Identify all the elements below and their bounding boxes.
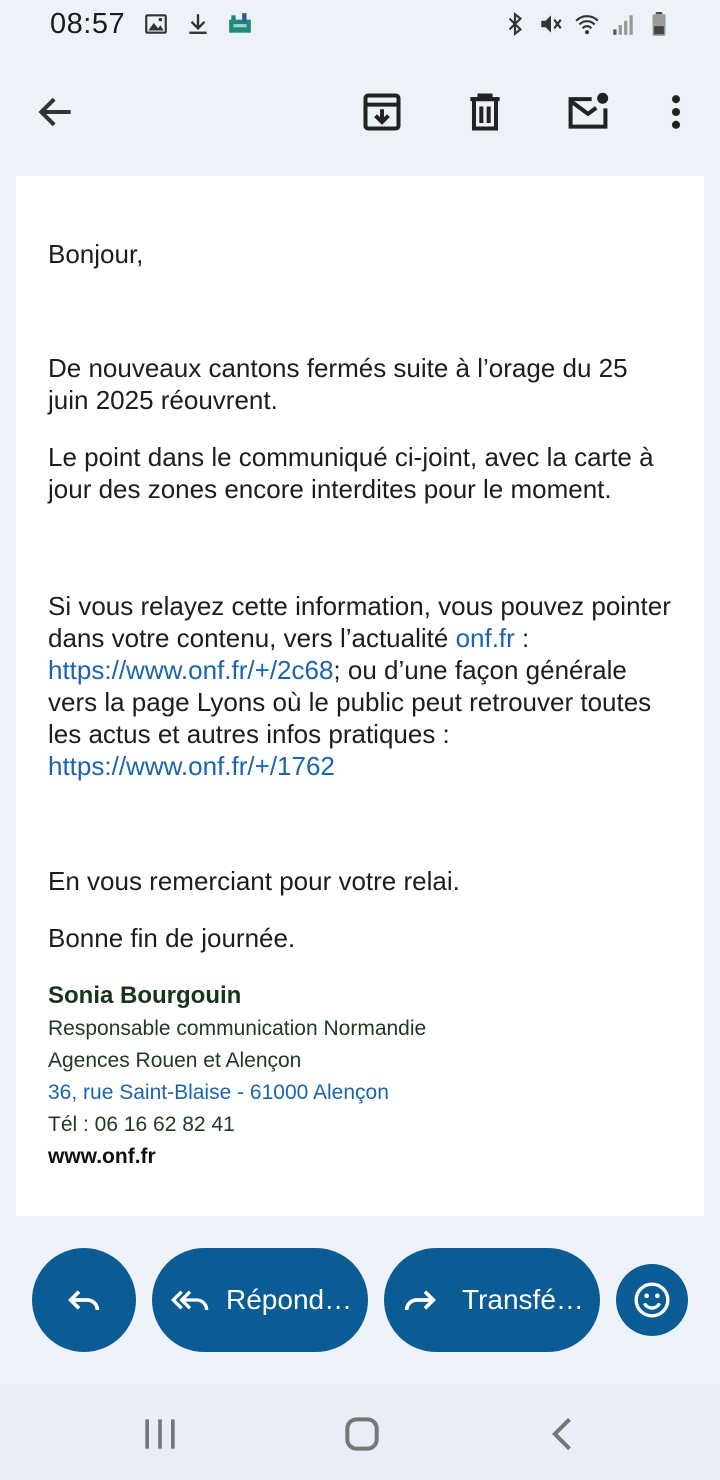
mark-unread-icon [566, 90, 610, 134]
mark-unread-button[interactable] [564, 88, 612, 136]
lyons-page-link-1762[interactable]: https://www.onf.fr/+/1762 [48, 751, 335, 781]
home-icon[interactable] [340, 1412, 384, 1456]
app-notification-icon [227, 11, 253, 37]
onf-link[interactable]: onf.fr [455, 623, 515, 653]
back-arrow-icon [34, 90, 78, 134]
email-paragraph-4: En vous remerciant pour votre relai. [48, 866, 460, 896]
bluetooth-icon [502, 11, 528, 37]
recent-apps-icon[interactable] [138, 1412, 182, 1456]
signature-address-link[interactable]: 36, rue Saint-Blaise - 61000 Alençon [48, 1081, 389, 1104]
paragraph-3-text-b: : [514, 623, 530, 653]
paragraph-3-text-a: Si vous relayez cette information, vous pouvez pointer dans votre contenu, vers l’actualité [48, 591, 671, 653]
email-paragraph-5: Bonne fin de journée. [48, 923, 296, 953]
signature-title: Responsable communication Normandie [48, 1017, 427, 1040]
reply-all-icon [170, 1280, 210, 1320]
emoji-icon [632, 1280, 672, 1320]
signature-name: Sonia Bourgouin [48, 982, 242, 1009]
reply-all-label: Répond… [226, 1284, 353, 1315]
forward-icon [400, 1280, 440, 1320]
back-button[interactable] [32, 88, 80, 136]
reply-icon [64, 1280, 104, 1320]
download-icon [185, 11, 211, 37]
archive-icon [360, 90, 404, 134]
more-vert-icon [654, 90, 698, 134]
paragraph-3-text-c: ; ou d’une façon générale vers la page Lyons où le public peut retrouver toutes les actus et autres infos pratiques : [48, 655, 652, 749]
archive-button[interactable] [358, 88, 406, 136]
battery-icon [646, 11, 672, 37]
delete-icon [463, 90, 507, 134]
wifi-icon [574, 11, 600, 37]
email-paragraph-3 [48, 590, 674, 782]
system-navigation-bar [0, 1384, 720, 1480]
signature-agency: Agences Rouen et Alençon [48, 1049, 302, 1072]
email-greeting: Bonjour, [48, 239, 144, 269]
system-back-icon[interactable] [542, 1412, 586, 1456]
forward-label: Transfé… [462, 1284, 584, 1315]
signature-website: www.onf.fr [48, 1145, 156, 1168]
status-time: 08:57 [50, 7, 126, 40]
emoji-reaction-button[interactable] [616, 1264, 688, 1336]
news-link-2c68[interactable]: https://www.onf.fr/+/2c68 [48, 655, 334, 685]
top-app-bar [0, 70, 720, 154]
reply-button[interactable] [32, 1248, 136, 1352]
email-paragraph-1: De nouveaux cantons fermés suite à l’orage du 25 juin 2025 réouvrent. [48, 353, 628, 415]
reply-all-button[interactable] [152, 1248, 368, 1352]
signal-icon [610, 11, 636, 37]
forward-button[interactable] [384, 1248, 600, 1352]
image-icon [143, 11, 169, 37]
delete-button[interactable] [461, 88, 509, 136]
more-options-button[interactable] [652, 88, 700, 136]
email-body [16, 176, 704, 1216]
status-bar [0, 0, 720, 48]
email-paragraph-2: Le point dans le communiqué ci-joint, avec la carte à jour des zones encore interdites pour le moment. [48, 442, 654, 504]
email-action-bar [0, 1232, 720, 1382]
signature-phone: Tél : 06 16 62 82 41 [48, 1113, 235, 1136]
mute-icon [538, 11, 564, 37]
